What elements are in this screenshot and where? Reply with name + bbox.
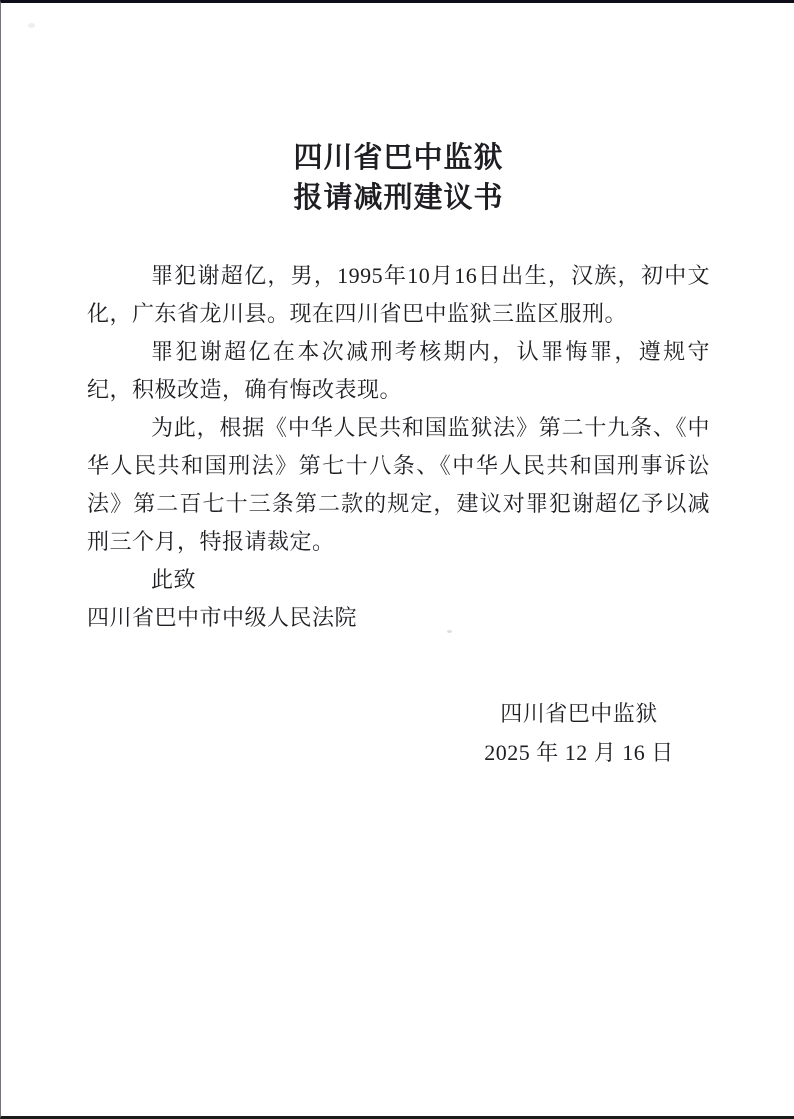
document-content <box>1 138 794 772</box>
title-line-issuer: 四川省巴中监狱 <box>293 142 504 174</box>
closing-salutation: 此致 <box>151 567 197 592</box>
signature-date: 2025 年 12 月 16 日 <box>484 740 674 765</box>
paragraph-legal-basis-recommendation: 为此，根据《中华人民共和国监狱法》第二十九条、《中华人民共和国刑法》第七十八条、《中华人民共和国刑事诉讼法》第二百七十三条第二款的规定，建议对罪犯谢超亿予以减刑三个月，特报请裁定。 <box>87 415 710 554</box>
document-title <box>87 138 710 218</box>
signature-organization: 四川省巴中监狱 <box>500 701 658 726</box>
signature-block <box>448 694 710 772</box>
document-body <box>87 257 710 637</box>
scan-speck <box>28 23 35 28</box>
scan-speck <box>447 630 452 633</box>
paragraph-offender-basic-info: 罪犯谢超亿，男，1995年10月16日出生，汉族，初中文化，广东省龙川县。现在四川省巴中监狱三监区服刑。 <box>87 263 710 326</box>
recipient-court: 四川省巴中市中级人民法院 <box>87 605 358 630</box>
title-line-doc-type: 报请减刑建议书 <box>293 182 504 214</box>
paragraph-assessment-performance: 罪犯谢超亿在本次减刑考核期内，认罪悔罪，遵规守纪，积极改造，确有悔改表现。 <box>87 339 710 402</box>
